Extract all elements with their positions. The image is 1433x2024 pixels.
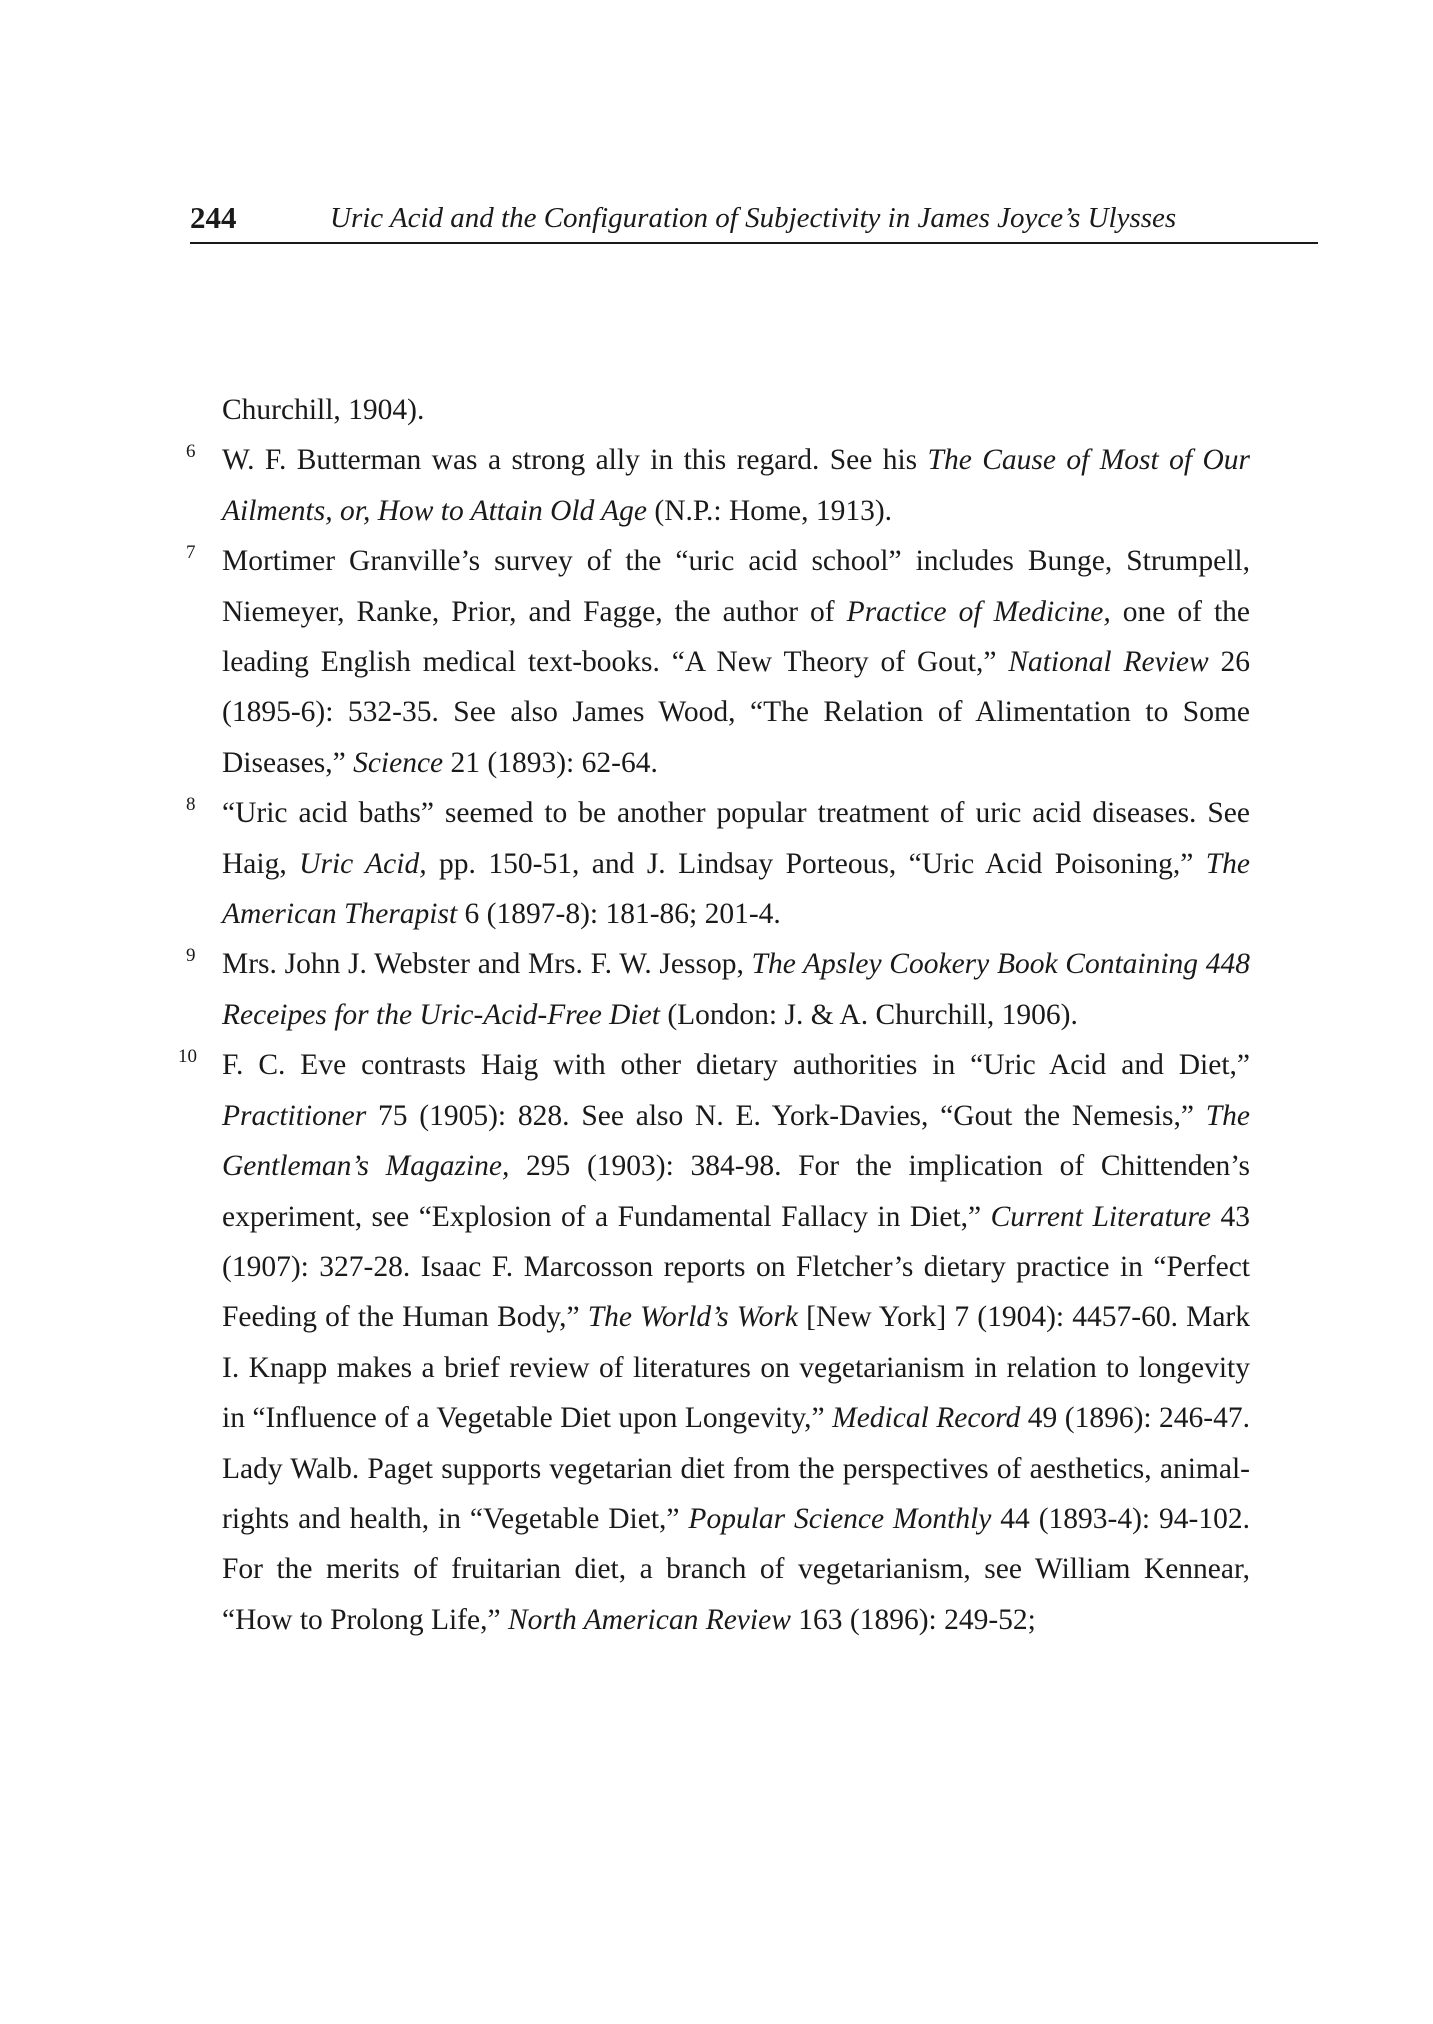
footnote-text: 26 (1895-6): 532-35. See also James Wood, “The Relation of Alimentation to Some Diseases,” [222,646,1251,779]
footnote-number: 9 [186,945,196,967]
footnote-continuation: Churchill, 1904). [222,394,425,426]
footnote-text: [New York] 7 (1904): 4457-60. Mark I. Knapp makes a brief review of literatures on vegetarianism in relation to longevity in “Influence of a Vegetable Diet upon Longevity,” [222,1301,1250,1435]
footnote-text: 43 (1907): 327-28. Isaac F. Marcosson reports on Fletcher’s dietary practice in “Perfect Feeding of the Human Body,” [222,1200,1250,1334]
footnote-number: 7 [186,542,196,564]
footnote-text: Mrs. John J. Webster and Mrs. F. W. Jessop, [222,948,752,981]
footnote-title: The American Therapist [222,847,1250,931]
footnote-title: Popular Science Monthly [688,1502,992,1535]
footnote-title: The Cause of Most of Our Ailments, or, How to Attain Old Age [222,444,1250,527]
footnote-text: F. C. Eve contrasts Haig with other dietary authorities in “Uric Acid and Diet,” [222,1049,1250,1082]
footnote-text: 49 (1896): 246-47. Lady Walb. Paget supports vegetarian diet from the perspectives of aesthetics, animal-rights and health, in “Vegetable Diet,” [222,1402,1251,1535]
footnote-title: The World’s Work [587,1301,798,1334]
footnote-text: pp. 150-51, and J. Lindsay Porteous, “Uric Acid Poisoning,” [426,847,1206,880]
footnote-9 [186,939,1250,1040]
footnote-6 [186,435,1250,536]
footnotes [178,385,1251,1645]
running-title: Uric Acid and the Configuration of Subjectivity in James Joyce’s Ulysses [330,202,1177,234]
footnote-text: (N.P.: Home, 1913). [647,494,893,527]
footnote-title: Science [353,746,444,779]
running-header [190,200,1318,244]
footnote-number: 6 [186,441,196,463]
footnote-number: 8 [186,794,196,816]
footnote-text: 163 (1896): 249-52; [790,1603,1036,1636]
footnote-10 [178,1040,1251,1645]
footnote-title: Uric Acid, [299,847,427,880]
footnote-8 [186,788,1250,939]
footnote-text: 75 (1905): 828. See also N. E. York-Davies, “Gout the Nemesis,” [366,1099,1206,1132]
page-number: 244 [190,200,237,235]
footnote-title: National Review [1008,646,1209,679]
footnote-7 [186,536,1251,788]
footnote-number: 10 [178,1046,197,1068]
footnote-text: 44 (1893-4): 94-102. For the merits of fruitarian diet, a branch of vegetarianism, see William Kennear, “How to Prolong Life,” [222,1502,1251,1636]
footnote-title: Medical Record [832,1402,1021,1435]
footnote-title: Practitioner [222,1099,367,1132]
footnote-text: (London: J. & A. Churchill, 1906). [659,998,1078,1031]
footnote-title: North American Review [507,1603,791,1636]
footnote-text: 295 (1903): 384-98. For the implication of Chittenden’s experiment, see “Explosion of a Fundamental Fallacy in Diet,” [222,1150,1250,1233]
footnote-text: Mortimer Granville’s survey of the “uric acid school” includes Bunge, Strumpell, Niemeyer, Ranke, Prior, and Fagge, the author of [222,545,1250,628]
footnote-title: The Gentleman’s Magazine, [222,1099,1250,1183]
footnote-title: Current Literature [990,1200,1211,1233]
footnote-text: one of the leading English medical text-books. “A New Theory of Gout,” [222,595,1250,679]
footnote-title: The Apsley Cookery Book Containing 448 Receipes for the Uric-Acid-Free Diet [222,948,1250,1031]
footnote-text: 6 (1897-8): 181-86; 201-4. [457,898,781,931]
footnote-title: Practice of Medicine, [846,595,1111,628]
footnote-text: W. F. Butterman was a strong ally in this regard. See his [222,444,928,477]
footnote-text: 21 (1893): 62-64. [443,746,658,779]
footnote-text: “Uric acid baths” seemed to be another popular treatment of uric acid diseases. See Haig, [222,797,1250,880]
